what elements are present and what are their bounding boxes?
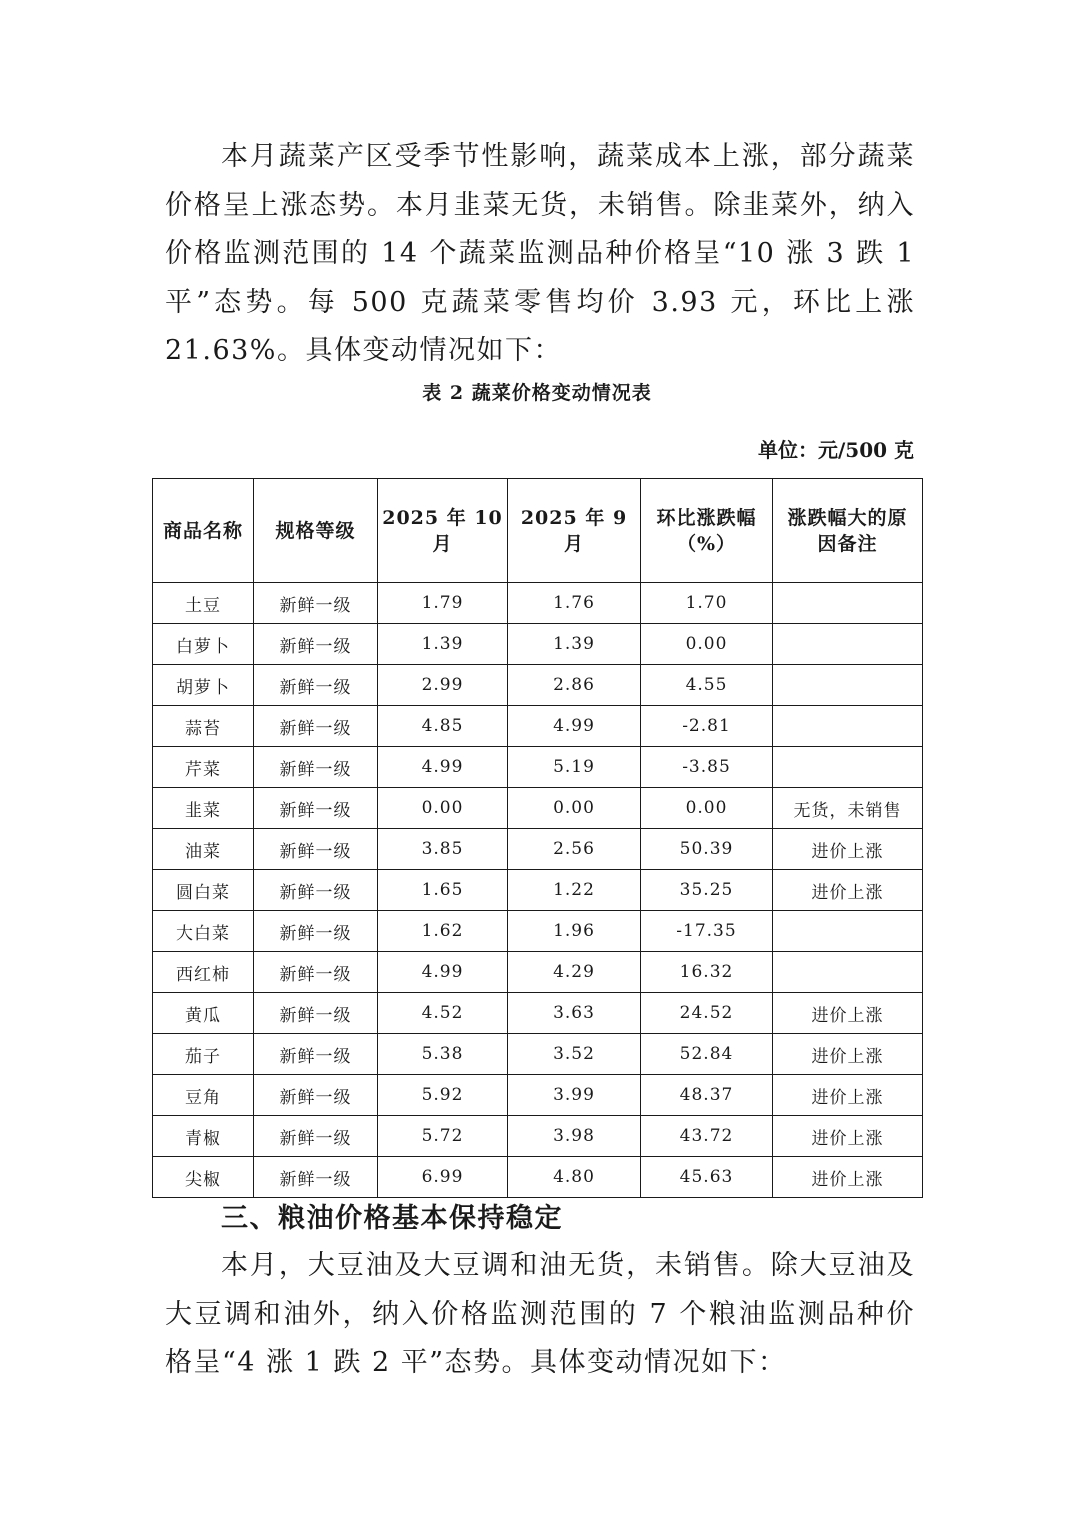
- cell-note: [773, 911, 923, 952]
- cell-grade: 新鲜一级: [254, 706, 378, 747]
- table-body: [153, 583, 923, 1198]
- cell-name: 黄瓜: [153, 993, 254, 1034]
- cell-grade: 新鲜一级: [254, 788, 378, 829]
- cell-oct: 4.85: [378, 706, 508, 747]
- cell-grade: 新鲜一级: [254, 747, 378, 788]
- cell-sep: 1.76: [508, 583, 641, 624]
- cell-sep: 3.52: [508, 1034, 641, 1075]
- cell-grade: 新鲜一级: [254, 665, 378, 706]
- cell-grade: 新鲜一级: [254, 583, 378, 624]
- table-row: [153, 829, 923, 870]
- cell-change: 35.25: [641, 870, 773, 911]
- cell-change: -3.85: [641, 747, 773, 788]
- cell-note: 进价上涨: [773, 829, 923, 870]
- cell-change: 48.37: [641, 1075, 773, 1116]
- cell-change: 43.72: [641, 1116, 773, 1157]
- cell-sep: 5.19: [508, 747, 641, 788]
- cell-note: 进价上涨: [773, 1157, 923, 1198]
- cell-grade: 新鲜一级: [254, 993, 378, 1034]
- cell-name: 大白菜: [153, 911, 254, 952]
- cell-note: [773, 583, 923, 624]
- cell-oct: 1.39: [378, 624, 508, 665]
- cell-oct: 4.52: [378, 993, 508, 1034]
- table-row: [153, 993, 923, 1034]
- cell-change: 1.70: [641, 583, 773, 624]
- cell-oct: 1.62: [378, 911, 508, 952]
- cell-sep: 1.96: [508, 911, 641, 952]
- table-row: [153, 870, 923, 911]
- table-header-row: [153, 479, 923, 583]
- table-row: [153, 583, 923, 624]
- cell-sep: 3.63: [508, 993, 641, 1034]
- cell-change: 24.52: [641, 993, 773, 1034]
- cell-grade: 新鲜一级: [254, 1075, 378, 1116]
- header-sep: 2025 年 9 月: [508, 479, 641, 583]
- cell-name: 白萝卜: [153, 624, 254, 665]
- table-row: [153, 788, 923, 829]
- cell-oct: 5.92: [378, 1075, 508, 1116]
- cell-grade: 新鲜一级: [254, 1034, 378, 1075]
- cell-note: [773, 665, 923, 706]
- cell-name: 尖椒: [153, 1157, 254, 1198]
- table-row: [153, 706, 923, 747]
- intro-paragraph: 本月蔬菜产区受季节性影响，蔬菜成本上涨，部分蔬菜价格呈上涨态势。本月韭菜无货，未销售。除韭菜外，纳入价格监测范围的 14 个蔬菜监测品种价格呈“10 涨 3 跌 1 平”态势。每 500 克蔬菜零售均价 3.93 元，环比上涨 21.63%。具体变动情况如下：: [165, 141, 915, 366]
- cell-name: 韭菜: [153, 788, 254, 829]
- cell-change: -2.81: [641, 706, 773, 747]
- cell-sep: 0.00: [508, 788, 641, 829]
- cell-change: 0.00: [641, 624, 773, 665]
- cell-name: 蒜苔: [153, 706, 254, 747]
- cell-note: [773, 952, 923, 993]
- cell-name: 胡萝卜: [153, 665, 254, 706]
- cell-oct: 1.65: [378, 870, 508, 911]
- vegetable-price-table: [152, 478, 923, 1198]
- cell-note: 进价上涨: [773, 1075, 923, 1116]
- cell-note: 进价上涨: [773, 870, 923, 911]
- cell-note: 进价上涨: [773, 1034, 923, 1075]
- cell-sep: 4.80: [508, 1157, 641, 1198]
- cell-name: 茄子: [153, 1034, 254, 1075]
- cell-sep: 2.56: [508, 829, 641, 870]
- header-change: 环比涨跌幅（%）: [641, 479, 773, 583]
- cell-oct: 6.99: [378, 1157, 508, 1198]
- cell-note: 进价上涨: [773, 1116, 923, 1157]
- cell-name: 土豆: [153, 583, 254, 624]
- cell-change: 16.32: [641, 952, 773, 993]
- cell-change: 45.63: [641, 1157, 773, 1198]
- table-row: [153, 747, 923, 788]
- cell-name: 油菜: [153, 829, 254, 870]
- cell-grade: 新鲜一级: [254, 1116, 378, 1157]
- cell-oct: 3.85: [378, 829, 508, 870]
- cell-change: 0.00: [641, 788, 773, 829]
- table-title: 表 2 蔬菜价格变动情况表: [422, 382, 652, 404]
- cell-grade: 新鲜一级: [254, 870, 378, 911]
- cell-grade: 新鲜一级: [254, 952, 378, 993]
- cell-change: 4.55: [641, 665, 773, 706]
- header-name: 商品名称: [153, 479, 254, 583]
- table-row: [153, 911, 923, 952]
- cell-note: [773, 747, 923, 788]
- header-note: 涨跌幅大的原因备注: [773, 479, 923, 583]
- cell-sep: 4.29: [508, 952, 641, 993]
- cell-change: 52.84: [641, 1034, 773, 1075]
- cell-oct: 4.99: [378, 952, 508, 993]
- cell-name: 豆角: [153, 1075, 254, 1116]
- section-heading: 三、粮油价格基本保持稳定: [221, 1203, 563, 1234]
- header-oct: 2025 年 10 月: [378, 479, 508, 583]
- cell-oct: 4.99: [378, 747, 508, 788]
- cell-name: 青椒: [153, 1116, 254, 1157]
- cell-change: 50.39: [641, 829, 773, 870]
- cell-note: [773, 706, 923, 747]
- cell-sep: 3.98: [508, 1116, 641, 1157]
- cell-sep: 2.86: [508, 665, 641, 706]
- cell-grade: 新鲜一级: [254, 624, 378, 665]
- grain-paragraph: 本月，大豆油及大豆调和油无货，未销售。除大豆油及大豆调和油外，纳入价格监测范围的 7 个粮油监测品种价格呈“4 涨 1 跌 2 平”态势。具体变动情况如下：: [165, 1250, 915, 1378]
- table-row: [153, 1116, 923, 1157]
- cell-sep: 1.22: [508, 870, 641, 911]
- cell-note: [773, 624, 923, 665]
- cell-change: -17.35: [641, 911, 773, 952]
- cell-oct: 1.79: [378, 583, 508, 624]
- table-row: [153, 1157, 923, 1198]
- cell-oct: 0.00: [378, 788, 508, 829]
- cell-oct: 5.72: [378, 1116, 508, 1157]
- table-row: [153, 624, 923, 665]
- cell-grade: 新鲜一级: [254, 911, 378, 952]
- cell-name: 圆白菜: [153, 870, 254, 911]
- cell-note: 进价上涨: [773, 993, 923, 1034]
- cell-note: 无货，未销售: [773, 788, 923, 829]
- cell-sep: 4.99: [508, 706, 641, 747]
- cell-oct: 5.38: [378, 1034, 508, 1075]
- table-row: [153, 1034, 923, 1075]
- table-row: [153, 952, 923, 993]
- cell-oct: 2.99: [378, 665, 508, 706]
- table-unit: 单位：元/500 克: [757, 438, 914, 462]
- cell-sep: 1.39: [508, 624, 641, 665]
- table-row: [153, 665, 923, 706]
- cell-name: 西红柿: [153, 952, 254, 993]
- header-grade: 规格等级: [254, 479, 378, 583]
- cell-grade: 新鲜一级: [254, 1157, 378, 1198]
- cell-grade: 新鲜一级: [254, 829, 378, 870]
- table-row: [153, 1075, 923, 1116]
- cell-name: 芹菜: [153, 747, 254, 788]
- cell-sep: 3.99: [508, 1075, 641, 1116]
